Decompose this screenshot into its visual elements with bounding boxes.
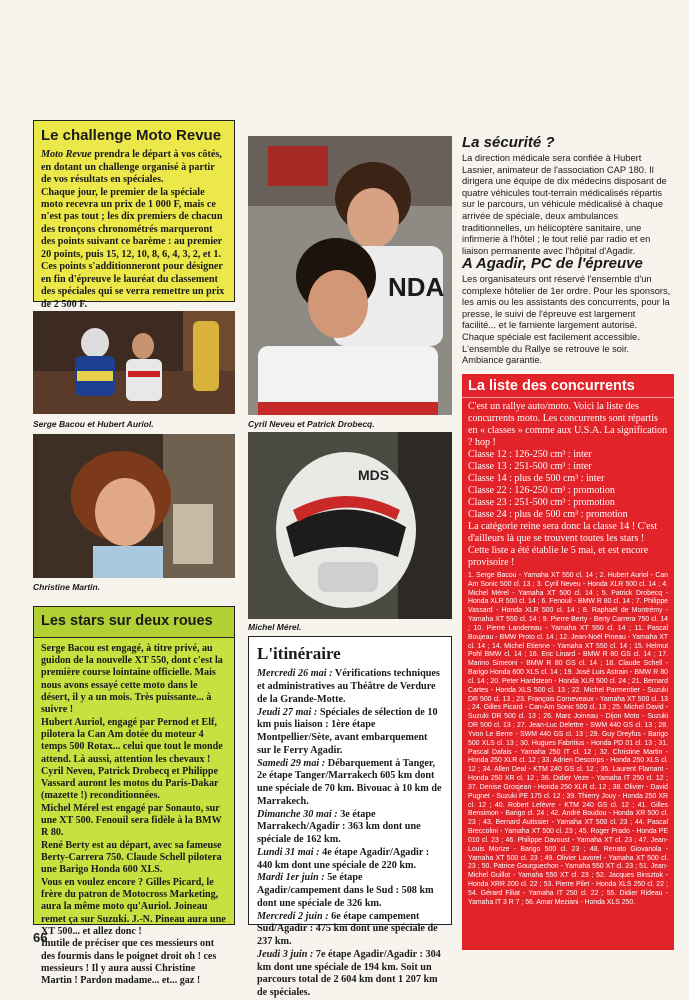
- class-item: Classe 24 : plus de 500 cm³ : promotion: [468, 509, 628, 520]
- stars-title: Les stars sur deux roues: [34, 607, 234, 638]
- itineraire-entry: [257, 668, 443, 706]
- itineraire-text: Débarquement à Tanger, 2e étape Tanger/Marrakech 605 km dont une spéciale de 70 km. Bivouac à 10 km de Marrakech.: [257, 757, 442, 807]
- stars-body: [34, 638, 234, 993]
- itineraire-text: 7e étape Agadir/Agadir : 304 km dont une spéciale de 194 km. Soit un parcours total de 2 604 km dont 1 207 km de spéciales.: [257, 948, 441, 998]
- stars-paragraph: Inutile de préciser que ces messieurs ont des fourmis dans le poignet droit oh ! ces messieurs ! Il y aura aussi Christine Martin ! Pardon madame... et... gaz !: [41, 938, 217, 987]
- caption-bacou-auriol: Serge Bacou et Hubert Auriol.: [33, 419, 154, 429]
- concurrents-list: 1. Serge Bacou - Yamaha XT 550 cl. 14 ; 2. Hubert Auriol - Can Am Sonic 500 cl. 13 ; 3. Cyril Neveu - Honda XLR 500 cl. 14 ; 4. Michel Mérel - Yamaha XT 500 cl. 14 ; 5. Patrick Drobecq - Honda XLR 500 cl. 14 ; 6. Fenouil - BMW R 80 cl. 14 ; 7. Philippe Vassard - Honda XLR 500 cl. 14 ; 8. Raphaël de Montrémy - Yamaha XT 550 cl. 14 ; 9. Pierre Berty - Berty Carrera 750 cl. 14 ; 10. Pierre Landereau - Yamaha XT 550 cl. 14 ; 11. Pascal Boujeau - BMW Proto cl. 14 ; 12. Jean-Noël Pineau - Yamaha XT cl. 14 ; 14. Michel Etienne - Yamaha XT 550 cl. 14 ; 15. Helmut Pohl BMW cl. 14 ; 16. Eric Linard - BMW R 80 GS cl. 14 ; 17. Marino Simeoni - BMW R 80 GS cl. 14 ; 18. Claude Schell - Barigo Honda 600 XLS cl. 14 ; 19. José Luis Astrain - BMW R 80 cl. 14 ; 20. Peter Hardstean - Honda XLR 500 cl. 24 ; 21. Bernard Cartes - Honda XLS 500 cl. 13 ; 22. Michel Parmentier - Suzuki DR 500 cl. 13 ; 23. François Corneveaux - Yamaha XT 500 cl. 13 ; 24. Gilles Picard - Can-Am Sonic 500 cl. 13 ; 25. Michel David - Suzuki DR 500 cl. 13 ; 26. Marc Joineau - Dijon Moto - Suzuki DR 500 cl. 13 ; 27. Jean-Luc Delettre - SWM 440 GS cl. 13 ; 28. Yvon Le Berre - SWM 440 GS cl. 13 ; 29. Guy Dreyfus - Barigo 500 XLS cl. 13 ; 30. Hugues Fabritius - Honda PD 01 cl. 13 ; 31. Pascal Dafais - Yamaha 250 IT cl. 12 ; 32. Christine Martin - Honda 250 XLR cl. 12 ; 33. Adrien Descorps - Honda 250 XLS cl. 12 ; 34. Allen Deal - KTM 240 GS cl. 12 ; 35. Laurent Flamant - Honda 250 XR cl. 12 ; 36. Didier Veze - Yamaha IT 250 cl. 12 ; 37. Denise Grosjean - Honda 250 XLR cl. 12 ; 38. Olivier - David Pugnet - Suzuki PE 175 cl. 12 ; 39. Thierry Jouy - Honda 250 XR cl. 12 ; 40. Robert Lefèvre - KTM 240 GS cl. 12 ; 41. Gilles Bensimon - Barigo cl. 24 ; 42. André Boudou - Honda XR 500 cl. 23 ; 43. Bernard Autissier - Yamaha XT 500 cl. 23 ; 44. Pascal Breccolini - Yamaha XT 500 cl. 23 ; 45. Roger Prado - Honda PE 010 cl. 23 ; 46. Philippe Davoust - Yamaha XT cl. 23 ; 47. Jean-Louis Morize - Barigo 500 cl. 23 ; 48. Renato Giovanola - Yamaha XT 500 cl. 23 ; 49. Olivier Lavorel - Yamaha XT 500 cl. 23 ; 50. Patrice Gourguechon - Yamaha 550 XT cl. 23 ; 51. Jean-Michel Guillot - Yamaha 550 XT cl. 23 ; 52. Jacques Binsztok - Honda XRR 200 cl. 22 ; 53. Pierre Pilet - Honda XLS 250 cl. 22 ; 54. Gérard Filiat - Yamaha IT 250 cl. 22 ; 55. Didier Rideau - Yamaha IT 3 R 7 ; 56. Amar Meziani - Honda XLS 250.: [468, 572, 668, 906]
- stars-paragraph: René Berty est au départ, avec sa fameuse Berty-Carrera 750. Claude Schell pilotera une Barigo Honda 600 XLS.: [41, 839, 222, 876]
- itineraire-title: L'itinéraire: [257, 644, 341, 663]
- photo-neveu-drobecq: [248, 136, 452, 415]
- stars-paragraph: Hubert Auriol, engagé par Pernod et Elf, pilotera la Can Am dotée du moteur 4 temps 500 Rotax... celui que tout le monde attend. Là aussi, attention les chevaux !: [41, 716, 223, 765]
- photo-christine-martin: [33, 434, 235, 578]
- securite-title: La sécurité ?: [462, 134, 555, 151]
- challenge-text-2: Chaque jour, le premier de la spéciale moto recevra un prix de 1 000 F, mais ce n'est pas tout ; les dix premiers de chacun des tronçons chronométrés marqueront des points suivant ce barème : au premier 20 points, puis 15, 12, 10, 8, 6, 4, 3, 2, et 1. Ces points s'additionneront pour désigner en fin d'épreuve le lauréat du classement des spéciales qui se verra remettre un prix de 2 500 F.: [41, 186, 225, 310]
- itineraire-day: Lundi 31 mai :: [257, 846, 320, 858]
- challenge-title: Le challenge Moto Revue: [41, 127, 222, 144]
- securite-text: La direction médicale sera confiée à Hubert Lasnier, animateur de l'association CAP 180. Il dirigera une équipe de dix médecins disposant de quatre véhicules tout-terrain médicalisés répartis sur le parcours, un véhicule médicalisé à chaque arrivée de spéciale, deux ambulances traditionnelles, un hélicoptère sanitaire, une infirmerie à l'hôtel ; le tout relié par radio et en liaison permanente avec l'hôpital d'Agadir.: [462, 153, 667, 256]
- challenge-text: [41, 149, 227, 186]
- stars-paragraph: Vous en voulez encore ? Gilles Picard, le frère du patron de Motocross Marketing, aura la même moto qu'Auriol. Joineau remet ça sur Suzuki. J.-N. Pineau aura une XT 500... et allez donc !: [41, 876, 226, 937]
- concurrents-intro: [462, 398, 674, 572]
- itineraire-entry: [257, 949, 443, 1000]
- concurrents-outro: La catégorie reine sera donc la classe 14 ! C'est d'ailleurs là que se trouvent toutes les stars !: [468, 521, 658, 544]
- itineraire-day: Mercredi 2 juin :: [257, 910, 329, 922]
- concurrents-box: [462, 374, 674, 950]
- challenge-brand: Moto Revue: [41, 149, 92, 161]
- itineraire-entry: [257, 872, 443, 910]
- caption-christine-martin: Christine Martin.: [33, 582, 101, 592]
- itineraire-entry: [257, 911, 443, 949]
- svg-text:NDA: NDA: [388, 272, 445, 302]
- itineraire-day: Mercredi 26 mai :: [257, 668, 333, 680]
- photo-michel-merel: [248, 432, 452, 619]
- itineraire-text: 5e étape Agadir/campement dans le Sud : 508 km dont une spéciale de 326 km.: [257, 872, 434, 909]
- agadir-title: A Agadir, PC de l'épreuve: [462, 255, 643, 272]
- itineraire-day: Dimanche 30 mai :: [257, 808, 338, 820]
- stars-paragraph: Cyril Neveu, Patrick Drobecq et Philippe Vassard auront les motos du Paris-Dakar (mazette !) reconditionnées.: [41, 765, 219, 802]
- itineraire-day: Jeudi 3 juin :: [257, 948, 314, 960]
- challenge-text-1: prendra le départ à vos côtés, en dotant un challenge organisé à partir de vos résultats en spéciales.: [41, 149, 222, 186]
- class-item: Classe 23 : 251-500 cm³ : promotion: [468, 497, 615, 508]
- svg-text:MDS: MDS: [358, 467, 390, 483]
- caption-neveu-drobecq: Cyril Neveu et Patrick Drobecq.: [248, 419, 375, 429]
- itineraire-entry: [257, 758, 443, 809]
- itineraire-text: Vérifications techniques et administratives au Théâtre de Verdure de la Grande-Motte.: [257, 668, 440, 705]
- class-item: Classe 14 : plus de 500 cm³ : inter: [468, 473, 605, 484]
- itineraire-text: 3e étape Marrakech/Agadir : 363 km dont une spéciale de 162 km.: [257, 808, 421, 845]
- itineraire-text: Spéciales de sélection de 10 km puis liaison : 1ère étape Montpellier/Sète, avant embarquement sur le Ferry Agadir.: [257, 706, 438, 756]
- page-number: 66: [33, 930, 48, 945]
- agadir-text: Les organisateurs ont réservé l'ensemble d'un complexe hôtelier de 1er ordre. Pour les sponsors, les amis ou les assistants des concurrents, pour la presse, le suivi de l'épreuve est largement facilité... et le farniente largement autorisé. Chaque spéciale est facilement accessible. L'ensemble du Rallye se retrouve le soir. Ambiance garantie.: [462, 274, 671, 366]
- stars-paragraph: Michel Mérel est engagé par Sonauto, sur une XT 500. Fenouil sera fidèle à la BMW R 80.: [41, 802, 222, 839]
- class-item: Classe 12 : 126-250 cm³ : inter: [468, 449, 592, 460]
- concurrents-date-note: Cette liste a été établie le 5 mai, et est encore provisoire !: [468, 545, 649, 568]
- itineraire-text: 4e étape Agadir/Agadir : 440 km dont une spéciale de 220 km.: [257, 846, 430, 871]
- itineraire-day: Jeudi 27 mai :: [257, 706, 318, 718]
- class-item: Classe 13 : 251-500 cm³ : inter: [468, 461, 592, 472]
- itineraire-entry: [257, 847, 443, 873]
- caption-michel-merel: Michel Mérel.: [248, 622, 302, 632]
- concurrents-title: La liste des concurrents: [462, 374, 674, 398]
- itineraire-box: [248, 636, 452, 998]
- photo-bacou-auriol: [33, 311, 235, 414]
- itineraire-entry: [257, 809, 443, 847]
- challenge-box: [33, 120, 235, 310]
- concurrents-intro-text: C'est un rallye auto/moto. Voici la liste des concurrents moto. Les concurrents sont répartis en « classes » comme aux U.S.A. La signification ? hop !: [468, 401, 668, 448]
- itineraire-text: 6e étape campement Sud/Agadir : 475 km dont une spéciale de 237 km.: [257, 910, 438, 947]
- itineraire-day: Mardi 1er juin :: [257, 872, 325, 884]
- itineraire-entry: [257, 707, 443, 758]
- class-item: Classe 22 : 126-250 cm³ : promotion: [468, 485, 615, 496]
- stars-paragraph: Serge Bacou est engagé, à titre privé, au guidon de la nouvelle XT 550, dont c'est la première course lointaine officielle. Mais nous avons essayé cette moto dans le désert, il y a un mois. Très puissante... à suivre !: [41, 642, 223, 716]
- itineraire-day: Samedi 29 mai :: [257, 757, 326, 769]
